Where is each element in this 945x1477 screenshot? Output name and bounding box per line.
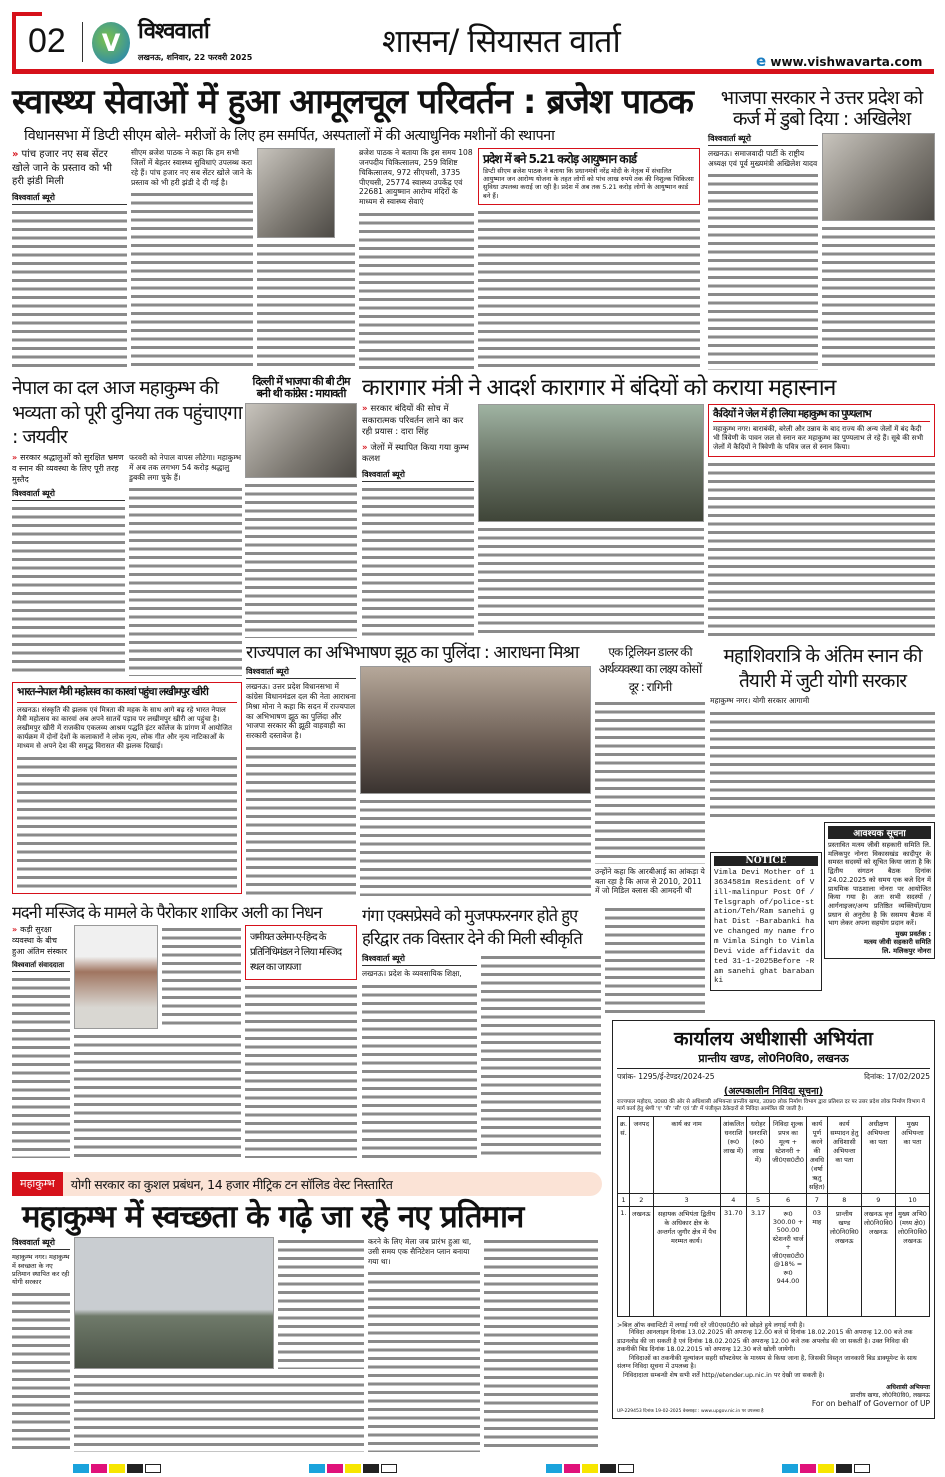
story12-col3 [368,1237,480,1452]
page-number: 02 [28,22,66,60]
inmates-box-title: कैदियों ने जेल में ही लिया महाकुम्भ का पुण्यलाभ [713,409,930,422]
body-text [708,460,935,638]
story3-byline: विश्ववार्ता ब्यूरो [12,488,125,501]
table-row [618,1207,930,1317]
registration-swatch [381,1464,397,1473]
table-header: कार्य पूर्ण करने की अवधि (वर्षा ऋतु सहित) [806,1117,827,1194]
body-text [708,171,818,370]
cyan-swatch [782,1464,798,1473]
story5-bullet: » सरकार बंदियों की सोच में सकारात्मक परिवर्तन लाने का कर रही प्रयास : दारा सिंह [362,404,464,438]
divider [82,22,83,62]
jamiat-box-title: जमीयत उलेमा-ए-हिन्द के प्रतिनिधिमंडल ने लिया मस्जिद स्थल का जायजा [250,932,342,974]
sign-line: मुख्य प्रवर्तक : [895,930,931,939]
mahakumbh-headline: महाकुम्भ में स्वच्छता के गढ़े जा रहे नए प्रतिमान [22,1199,524,1235]
table-header: निविदा शुल्क प्रपत्र का मूल्य + स्टेशनरी + जी0एस0टी0 [770,1117,807,1194]
story12-columns [12,1237,602,1452]
notice-text: Vimla Devi Mother of 13634581m Resident of Vill-malinpur Post Of /Telsgraph of/police-station/Teh/Ram sanehi ghat Dist -Barabanki have changed my name from Vimla Singh to Vimla Devi vide affidavit dated 31-1-2025Before -Ram sanehi ghat barabanki [714,869,815,986]
important-notice-title: आवश्यक सूचना [828,826,931,839]
yellow-swatch [109,1464,125,1473]
tender-table [617,1116,930,1317]
ganga-expressway-headline: गंगा एक्सप्रेसवे को मुजफ्फरनगर होते हुए हरिद्वार तक विस्तार देने की मिली स्वीकृति [362,906,582,949]
magenta-swatch [91,1464,107,1473]
story10-col2 [74,925,241,1158]
table-cell: प्रान्तीय खण्ड लो0नि0वि0 लखनऊ [827,1207,861,1317]
assembly-photo [360,666,591,794]
story2-col2 [822,133,935,370]
table-cell: 2 [630,1194,653,1207]
story10-columns [12,925,357,1158]
story9-lead: महाकुम्भ नगर। योगी सरकार आगामी [710,696,810,706]
story4 [245,376,357,638]
story3-col2 [129,453,242,676]
story10-col1 [12,925,70,1158]
important-notice-text: प्रस्तावित मत्स्य जीवी सहकारी समिति लि. मलिकपुर नोनरा विकासखंड कादीपुर के समस्त सदस्यों को सूचित किया जाता है कि द्वितीय संगठन बैठक दिनांक 24.02.2025 को समय एक बजे दिन में प्राथमिक पाठशाला नोनरा पर आयोजित किया गया है। अतः सभी सदस्यों /आर्गनाइजर/अन्य प्रतिष्ठित व्यक्तियों/ग्राम प्रधान से अनुरोध है कि ससमय बैठक में भाग लेकर अपना सहयोग प्रदान करें। [828,841,931,928]
jail-minister-photo [478,404,704,522]
cyan-swatch [309,1464,325,1473]
cyan-swatch [546,1464,562,1473]
tender-notice [612,1020,935,1419]
story8 [595,644,705,896]
photo-row [74,1237,364,1369]
story10-bullet-text: कड़ी सुरक्षा व्यवस्था के बीच हुआ अंतिम संस्कार [12,925,68,956]
table-cell: मुख्य अभि0 (मध्य क्षे0) लो0नि0वि0 लखनऊ [895,1207,929,1317]
story12-col4 [484,1237,598,1452]
sign-line: मत्स्य जीवी सहकारी समिति [864,938,931,947]
sign-role: अधिशासी अभियन्ता [886,1384,930,1392]
story11-col2 [481,953,601,1158]
photo-row [74,925,241,1029]
table-cell: 4 [720,1194,746,1207]
story10-bullet: » कड़ी सुरक्षा व्यवस्था के बीच हुआ अंतिम संस्कार [12,925,68,956]
black-swatch [127,1464,143,1473]
table-cell: 7 [806,1194,827,1207]
akhilesh-photo [822,133,935,221]
yellow-swatch [582,1464,598,1473]
tender-paragraph: निविदाओं का तकनीकी मूल्यांकन सहरी सॉफ्टवेयर के माध्यम से किया जाना है, जिसकी विस्तृत जानकारी बिड डाक्यूमेन्ट के साथ संलग्न निविदा सूचना में उपलब्ध है। [617,1354,917,1371]
body-text [360,797,591,896]
table-cell: रू0 300.00 + 500.00 स्टेशनरी चार्ज + जी0एस0टी0 @18% = रू0 944.00 [770,1207,807,1317]
important-notice-signature [828,930,931,955]
table-cell: 10 [895,1194,929,1207]
story1-lead2: ब्रजेश पाठक ने बताया कि इस समय 108 जनपदीय चिकित्सालय, 259 विशिष्ट चिकित्सालय, 972 सीएचसी, 3735 पीएचसी, 25774 स्वास्थ्य उपकेंद्र एवं 22681 आयुष्मान आरोग्य मंदिरों के माध्यम से स्वास्थ्य सेवाएं [359,148,473,207]
story1-col4 [359,148,474,370]
table-cell: सहायक अभियंता द्वितीय के अधिकार क्षेत्र के अन्तर्गत जुगौर क्षेत्र में पैच मरम्मत कार्य। [653,1207,720,1317]
indo-nepal-headline: भारत-नेपाल मैत्री महोत्सव का कारवां पहुंचा लखीमपुर खीरी [17,687,237,703]
table-cell: लखनऊ [630,1207,653,1317]
story12-lead: महाकुम्भ नगर। महाकुम्भ में स्वच्छता के नए प्रतिमान स्थापित कर रही योगी सरकार [12,1253,70,1287]
black-swatch [836,1464,852,1473]
body-text [362,485,474,638]
table-header: जनपद [630,1117,653,1194]
registration-swatch [145,1464,161,1473]
table-header: अधीक्षण अभियन्ता का पता [861,1117,895,1194]
yellow-swatch [818,1464,834,1473]
table-cell: 8 [827,1194,861,1207]
story2-lead: लखनऊ। समाजवादी पार्टी के राष्ट्रीय अध्यक्ष एवं पूर्व मुख्यमंत्री अखिलेश यादव [708,148,818,168]
table-cell: 3.17 [747,1207,770,1317]
story5-col3 [708,404,935,638]
story5 [362,376,935,638]
story10-col3 [245,925,357,1158]
body-text [17,754,237,889]
tender-footer: UP-229453 दिनांक 19-02-2025 वेबसाइट : www.upgov.nic.in पर उपलब्ध है [617,1409,764,1415]
column-number-row [618,1194,930,1207]
story5-byline: विश्ववार्ता ब्यूरो [362,469,474,482]
body-text [12,1290,70,1452]
story1 [12,84,702,370]
story7-col2 [360,666,591,896]
brajesh-pathak-photo [257,148,335,238]
story10-byline: विश्ववार्ता संवाददाता [12,961,70,972]
table-cell: 1 [618,1194,630,1207]
sign-line: लि. मलिकपुर नोनरा [881,946,931,955]
body-text [131,190,253,370]
story2-col1 [708,133,818,370]
sign-office: प्रान्तीय खण्ड, लो0नि0वि0, लखनऊ [850,1392,930,1400]
body-text [12,975,70,1158]
yellow-swatch [345,1464,361,1473]
tender-signature [617,1383,930,1408]
main-subhead: विधानसभा में डिप्टी सीएम बोले- मरीजों के लिए हम समर्पित, अस्पतालों में की अत्याधुनिक मशीनों की स्थापना [24,128,555,145]
story1-col2 [131,148,253,370]
story1-col1 [12,148,127,370]
color-swatch-group [309,1458,399,1470]
color-swatch-group [546,1458,636,1470]
magenta-swatch [800,1464,816,1473]
mahakumbh-kicker: योगी सरकार का कुशल प्रबंधन, 14 हजार मीट्रिक टन सॉलिड वेस्ट निस्तारित [70,1176,393,1192]
tender-paragraph: निविदादाता सम्बन्धी शेष सभी शर्तें http//etender.up.nic.in पर देखी जा सकती है। [623,1371,825,1379]
body-text [74,1032,241,1158]
section-title: शासन/ सियासत वार्ता [382,22,620,60]
story3-bullet: » सरकार श्रद्धालुओं को सुरक्षित भ्रमण व स्नान की व्यवस्था के लिए पूरी तरह मुस्तैद [12,453,124,484]
body-text [710,709,935,818]
body-text [245,481,357,638]
jamiat-box [245,925,357,980]
story1-lead: सीएम ब्रजेश पाठक ने कहा कि हम सभी जिलों में बेहतर स्वास्थ्य सुविधाएं उपलब्ध करा रहे हैं। पांच हजार नए सब सेंटर खोले जाने के प्रस्ताव को भी हरी झंडी दे दी गई है। [131,148,253,187]
tender-ref: पत्रांक- 1295/ई-टेण्डर/2024-25 [617,1072,715,1081]
story3-columns [12,453,242,676]
story12 [12,1200,602,1452]
story8-lead: उन्होंने कहा कि आरबीआई का आंकड़ा ये बता रहा है कि आज से 2010, 2011 में जो मिडिल क्लास की आमदनी थी [595,866,705,896]
story11-byline: विश्ववार्ता ब्यूरो [362,953,477,966]
website-link[interactable] [756,52,922,70]
table-cell: लखनऊ वृत्त लो0नि0वि0 लखनऊ [861,1207,895,1317]
table-header: क्र. सं. [618,1117,630,1194]
story7-columns [246,666,591,896]
body-text [605,905,705,1015]
body-text [12,504,125,676]
karagar-headline: कारागार मंत्री ने आदर्श कारागार में बंदियों को कराया महास्नान [362,375,836,401]
story11-columns [362,953,602,1158]
story1-bullet: » पांच हजार नए सब सेंटर खोले जाने के प्रस्ताव को भी हरी झंडी मिली [12,149,113,188]
story3-col1 [12,453,125,676]
tender-intro: राज्यपाल महोदय, उ0प्र0 की ओर से अधिशासी अभियन्ता प्रान्तीय खण्ड, उ0प्र0 लोक निर्माण विभाग द्वारा प्रतिशत दर पर उत्तर प्रदेश लोक निर्माण विभाग में मार्ग कार्य हेतु श्रेणी 'ए' 'बी' 'सी' एवं 'डी' में पंजीकृत ठेकेदारों से निविदा आमंत्रित की जाती है। [617,1099,925,1113]
mayawati-photo [245,403,357,478]
story1-col5 [478,148,700,370]
body-text [74,1372,364,1452]
story5-bullet: » जेलों में स्थापित किया गया कुम्भ कलश [362,442,469,465]
mahakumbh-kicker-band [12,1172,602,1196]
story7-col1 [246,666,356,896]
tender-paragraph: निविदा आनलाइन दिनांक 13.02.2025 की अपरान्ह 12.00 बजे से दिनांक 18.02.2015 की अपरान्ह 12.00 बजे तक डाउनलोड की जा सकती है एवं दिनांक 18.02.2025 की अपरान्ह 12.00 बजे तक अपलोड की जा सकती है। उक्त निविदा की तकनीकी बिड दिनांक 18.02.2015 को अपरान्ह 12.30 बजे खोली जायेगी। [617,1329,913,1354]
tender-ref-row [617,1072,930,1082]
story7-byline: विश्ववार्ता ब्यूरो [246,666,356,679]
table-cell: 1. [618,1207,630,1317]
story10 [12,904,357,1158]
table-cell: 03 माह [806,1207,827,1317]
section-tag: महाकुम्भ [12,1172,63,1196]
madani-headline: मदनी मस्जिद के मामले के पैरोकार शाकिर अली का निधन [12,903,322,922]
story1-bullet-text: पांच हजार नए सब सेंटर खोले जाने के प्रस्ताव को भी हरी झंडी मिली [12,149,113,188]
website-text: www.vishwavarta.com [770,55,923,69]
magenta-swatch [327,1464,343,1473]
black-swatch [600,1464,616,1473]
story7 [246,644,591,896]
ayushman-box [478,148,700,205]
story5-bullet-text: जेलों में स्थापित किया गया कुम्भ कलश [362,442,469,465]
table-cell: 3 [653,1194,720,1207]
ayushman-box-text: डिप्टी सीएम ब्रजेश पाठक ने बताया कि प्रधानमंत्री नरेंद्र मोदी के नेतृत्व में संचालित आयुष्मान जन आरोग्य योजना के तहत लोगों को पांच लाख रुपये तक की निशुल्क चिकित्सा सुविधा उपलब्ध कराई जा रही है। प्रदेश में अब तक 5.21 करोड़ लोगों के आयुष्मान कार्ड बने हैं। [483,166,694,200]
story11-col1 [362,953,477,1158]
masthead-accent [12,12,42,16]
story7-lead: लखनऊ। उत्तर प्रदेश विधानसभा में कांग्रेस विधानमंडल दल की नेता आराधना मिश्रा मोना ने कहा कि सदन में राज्यपाल का अभिभाषण झूठ का पुलिंदा और भाजपा सरकार की झूठी वाहवाही का सरकारी दस्तावेज है। [246,682,356,740]
story1-col3 [257,148,355,370]
indo-nepal-box [12,682,242,894]
logo-icon: V [92,22,130,64]
masthead [12,12,934,74]
body-text [481,953,601,1158]
tender-date: दिनांक: 17/02/2025 [864,1072,930,1081]
story9 [710,644,935,818]
table-header: आंकलित धनराशि (रू0 लाख में) [720,1117,746,1194]
table-cell: 6 [770,1194,807,1207]
story3-bullet-text: सरकार श्रद्धालुओं को सुरक्षित भ्रमण व स्नान की व्यवस्था के लिए पूरी तरह मुस्तैद [12,453,124,484]
sanitation-photo [74,1237,274,1369]
tender-subtitle: प्रान्तीय खण्ड, लो0नि0वि0, लखनऊ [617,1051,930,1069]
shakir-ali-photo [74,925,158,1029]
story2-columns [708,133,935,370]
story11 [362,904,602,1158]
body-text [822,224,935,370]
story3-lead: फरवरी को नेपाल वापस लौटेगा। महाकुम्भ में अब तक लगभग 54 करोड़ श्रद्धालु डुबकी लगा चुके हैं। [129,453,242,482]
body-text [478,208,700,370]
body-text [246,744,356,896]
magenta-swatch [564,1464,580,1473]
rajyapal-headline: राज्यपाल का अभिभाषण झूठ का पुलिंदा : आराधना मिश्रा [246,643,579,663]
story12-col1 [12,1237,70,1452]
main-headline: स्वास्थ्य सेवाओं में हुआ आमूलचूल परिवर्तन : ब्रजेश पाठक [12,82,693,122]
table-cell: 31.70 [720,1207,746,1317]
table-cell: 5 [747,1194,770,1207]
body-text [12,208,127,370]
story12-byline: विश्ववार्ता ब्यूरो [12,1237,70,1250]
story5-bullets [362,404,474,465]
story12-col2 [74,1237,364,1452]
akhilesh-headline: भाजपा सरकार ने उत्तर प्रदेश को कर्ज में डुबो दिया : अखिलेश [720,87,923,130]
body-text [278,1237,364,1369]
story5-bullet-text: सरकार बंदियों की सोच में सकारात्मक परिवर्तन लाने का कर रही प्रयास : दारा सिंह [362,404,464,438]
tender-notice-title: (अल्पकालीन निविदा सूचना) [723,1086,824,1097]
tender-note: >बिल ऑफ क्वान्टिटी में लगाई गयी दरें जी0एस0टी0 को छोड़ते हुये लगाई गयी है। [617,1322,805,1330]
table-header-row [618,1117,930,1194]
name-change-notice [710,852,822,991]
tender-title: कार्यालय अधीशासी अभियंता [674,1028,873,1050]
body-text [368,1269,480,1452]
table-header: मुख्य अभियन्ता का पता [895,1117,929,1194]
body-text [362,982,477,1158]
body-text [245,983,357,1158]
story1-byline: विश्ववार्ता ब्यूरो [12,192,127,205]
story3 [12,376,242,676]
notice-title: NOTICE [714,856,818,866]
story1-columns [12,148,702,370]
print-color-bar [0,1458,945,1470]
registration-swatch [618,1464,634,1473]
table-cell: 9 [861,1194,895,1207]
cyan-swatch [73,1464,89,1473]
color-swatch-group [782,1458,872,1470]
browser-icon: e [756,52,767,70]
mayawati-headline: दिल्ली में भाजपा की बी टीम बनी थी कांग्रेस : मायावती [252,375,350,401]
story2-byline: विश्ववार्ता ब्यूरो [708,133,818,146]
table-header: कार्य का नाम [653,1117,720,1194]
story2 [708,88,935,370]
color-swatch-group [73,1458,163,1470]
story11-lead: लखनऊ। प्रदेश के व्यवसायिक शिक्षा, [362,969,462,979]
body-text [257,241,355,370]
story5-columns [362,404,935,638]
table-header: कार्य सम्पादन हेतु अधिशासी अभियन्ता का पता [827,1117,861,1194]
trillion-headline: एक ट्रिलियन डालर की अर्थव्यवस्था का लक्ष्य कोसों दूर : रागिनी [598,645,702,694]
body-text [129,485,242,676]
important-notice [824,822,935,959]
story5-col2 [478,404,704,638]
inmates-box [708,404,935,457]
ayushman-box-title: प्रदेश में बने 5.21 करोड़ आयुष्मान कार्ड [483,152,637,167]
inmates-box-text: महाकुम्भ नगर। बाराबंकी, बरेली और उन्नाव के बाद राज्य की अन्य जेलों में बंद कैदी भी त्रिवेणी के पावन जल से स्नान कर महाकुम्भ का पुण्यलाभ ले रहे हैं। सूबे की सभी जेलों में कैदियों ने त्रिवेणी के पवित्र जल से स्नान किया। [713,424,924,452]
body-text [484,1237,598,1452]
mahashivratri-headline: महाशिवरात्रि के अंतिम स्नान की तैयारी में जुटी योगी सरकार [723,645,922,692]
indo-nepal-lead: लखनऊ। संस्कृति की झलक एवं मित्रता की महक के साथ आगे बढ़ रहे भारत नेपाल मैत्री महोत्सव का कारवां अब अपने सातवें पड़ाव पर लखीमपुर खीरी आ पहुंचा है। लखीमपुर खीरी में राजकीय एकलव्य आश्रम पद्धति इंटर कॉलेज के प्रांगण में आयोजित कार्यक्रम में दोनों देशों के कलाकारों ने लोक नृत्य, लोक गीत और नृत्य नाटिकाओं के माध्यम से अपने देश की समृद्ध विरासत की झलक दिखाई। [17,705,232,750]
sign-english: For on behalf of Governor of UP [811,1399,930,1409]
body-text [162,925,241,1029]
story12-lead2: करने के लिए मेला जब प्रारंभ हुआ था, उसी समय एक सैनिटेशन प्लान बनाया गया था। [368,1237,472,1266]
body-text [595,699,705,864]
nepal-headline: नेपाल का दल आज महाकुम्भ की भव्यता को पूरी दुनिया तक पहुंचाएगा : जयवीर [12,377,242,449]
dateline: लखनऊ, शनिवार, 22 फरवरी 2025 [138,53,253,62]
story5-col1 [362,404,474,638]
black-swatch [363,1464,379,1473]
registration-swatch [854,1464,870,1473]
body-text [359,210,474,370]
body-text [478,525,704,638]
paper-name: विश्ववार्ता [138,19,209,44]
table-header: धरोहर धनराशि (रू0 लाख में) [747,1117,770,1194]
